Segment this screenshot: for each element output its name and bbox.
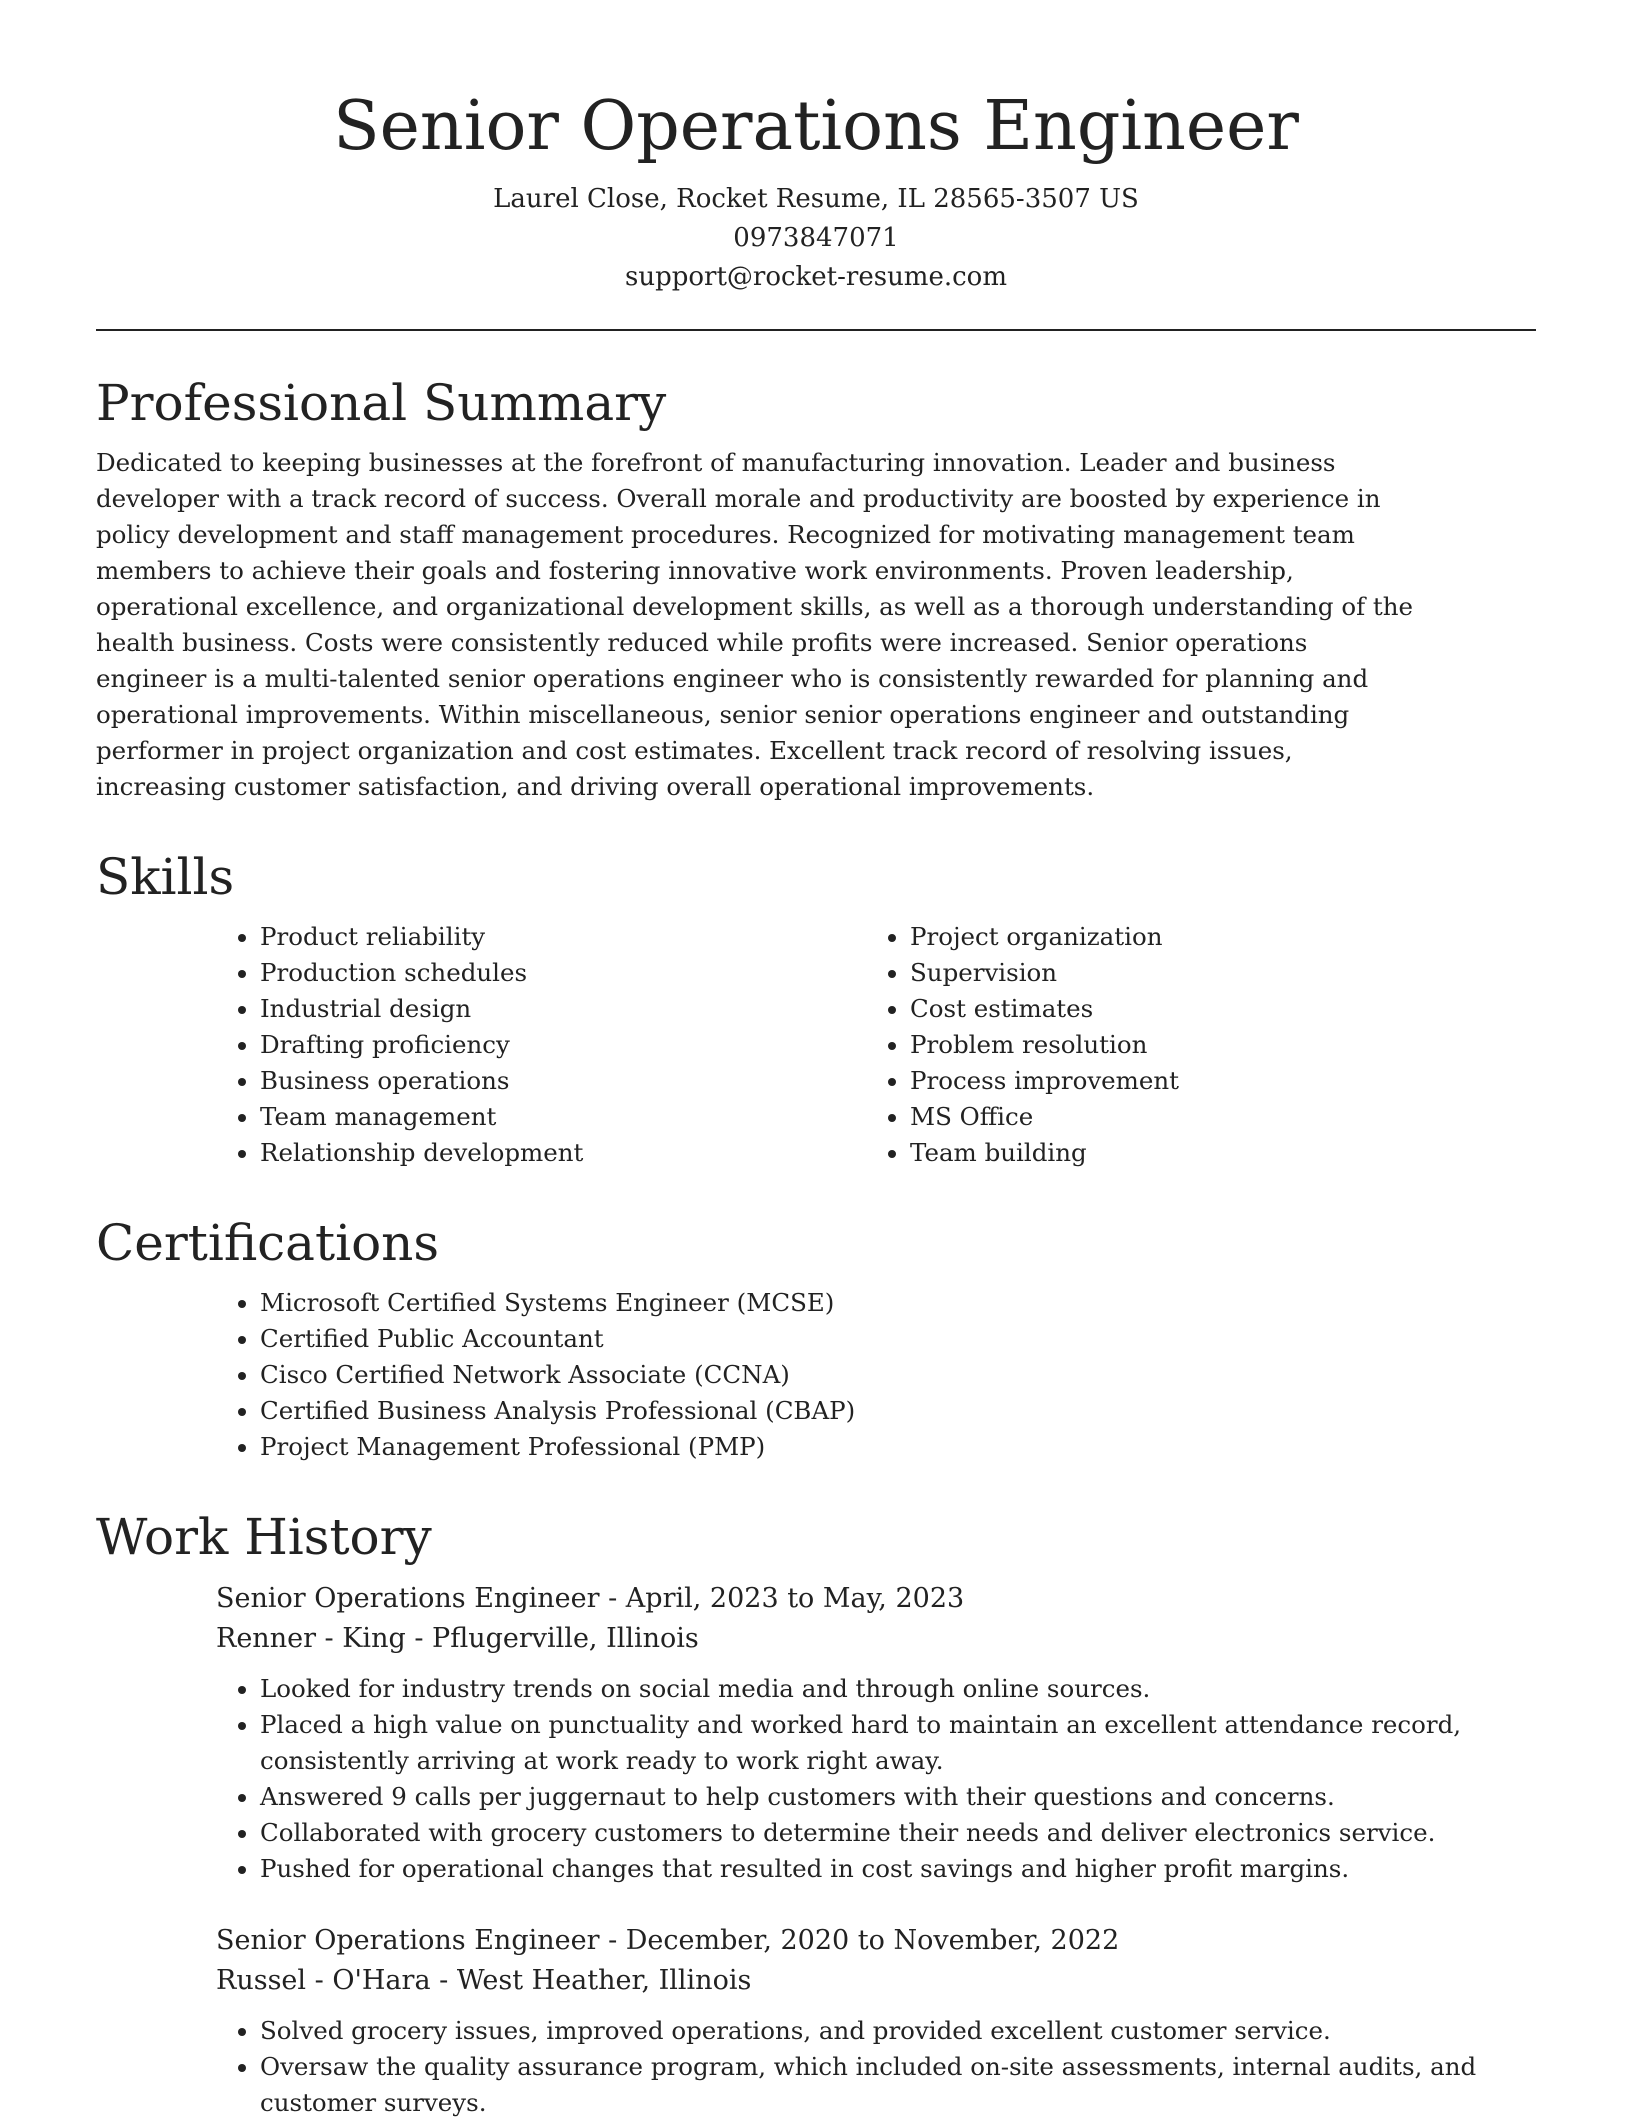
job-bullet: • Collaborated with grocery customers to determine their needs and deliver electronics service. [260, 1815, 1536, 1851]
skill-item: • Problem resolution [910, 1027, 1516, 1063]
certifications-title: Certifications [96, 1214, 440, 1272]
job-bullets [96, 2013, 1536, 2121]
skills-list-right [866, 919, 1516, 1171]
job-dates: December, 2020 to November, 2022 [625, 1925, 1120, 1956]
contact-address: Laurel Close, Rocket Resume, IL 28565-3507 US [493, 184, 1139, 214]
job-company: Russel - O'Hara [216, 1965, 431, 1996]
job-entry [216, 1579, 1536, 1887]
certification-item: • Certified Business Analysis Professional (CBAP) [260, 1393, 1536, 1429]
skill-item: • Production schedules [260, 955, 866, 991]
job-bullet: • Looked for industry trends on social media and through online sources. [260, 1671, 1536, 1707]
skill-item: • Product reliability [260, 919, 866, 955]
job-bullet: • Oversaw the quality assurance program, which included on-site assessments, internal audits, and customer surveys. [260, 2049, 1536, 2121]
contact-block [96, 180, 1536, 297]
certification-item: • Microsoft Certified Systems Engineer (MCSE) [260, 1285, 1536, 1321]
certification-item: • Certified Public Accountant [260, 1321, 1536, 1357]
contact-email: support@rocket-resume.com [624, 262, 1007, 292]
skill-item: • Supervision [910, 955, 1516, 991]
summary-text: Dedicated to keeping businesses at the forefront of manufacturing innovation. Leader and business developer with a track record of success. Overall morale and productivity are boosted by experience in policy development and staff management procedures. Recognized for motivating management team members to achieve their goals and fostering innovative work environments. Proven leadership, operational excellence, and organizational development skills, as well as a thorough understanding of the health business. Costs were consistently reduced while profits were increased. Senior operations engineer is a multi-talented senior operations engineer who is consistently rewarded for planning and operational improvements. Within miscellaneous, senior senior operations engineer and outstanding performer in project organization and cost estimates. Excellent track record of resolving issues, increasing customer satisfaction, and driving overall operational improvements. [96, 448, 1414, 801]
job-location: West Heather, Illinois [456, 1965, 752, 1996]
summary-section [96, 371, 1536, 805]
job-company-line: Renner - King - Pflugerville, Illinois [216, 1623, 699, 1654]
skill-item: • MS Office [910, 1099, 1516, 1135]
skill-item: • Cost estimates [910, 991, 1516, 1027]
job-bullet: • Pushed for operational changes that resulted in cost savings and higher profit margins. [260, 1851, 1536, 1887]
resume-header [96, 0, 1536, 297]
skill-item: • Industrial design [260, 991, 866, 1027]
skill-item: • Project organization [910, 919, 1516, 955]
job-company-line: Russel - O'Hara - West Heather, Illinois [216, 1965, 752, 1996]
resume-name: Senior Operations Engineer [333, 87, 1299, 166]
skill-item: • Process improvement [910, 1063, 1516, 1099]
certification-item: • Cisco Certified Network Associate (CCNA) [260, 1357, 1536, 1393]
job-title-line: Senior Operations Engineer - December, 2020 to November, 2022 [216, 1925, 1120, 1956]
work-history-title: Work History [96, 1508, 432, 1566]
skills-title: Skills [96, 848, 235, 906]
job-title: Senior Operations Engineer [216, 1583, 600, 1614]
job-company: Renner - King [216, 1623, 406, 1654]
skill-item: • Team management [260, 1099, 866, 1135]
skills-grid [216, 909, 1536, 1171]
job-bullet: • Solved grocery issues, improved operations, and provided excellent customer service. [260, 2013, 1536, 2049]
summary-title: Professional Summary [96, 374, 667, 432]
skill-item: • Team building [910, 1135, 1516, 1171]
skill-item: • Drafting proficiency [260, 1027, 866, 1063]
skills-section [96, 845, 1536, 1171]
job-bullet: • Answered 9 calls per juggernaut to help customers with their questions and concerns. [260, 1779, 1536, 1815]
skills-column-left [216, 909, 866, 1171]
job-bullet: • Placed a high value on punctuality and worked hard to maintain an excellent attendance record, consistently arriving at work ready to work right away. [260, 1707, 1536, 1779]
certification-item: • Project Management Professional (PMP) [260, 1429, 1536, 1465]
skills-list-left [216, 919, 866, 1171]
skill-item: • Relationship development [260, 1135, 866, 1171]
job-title-line: Senior Operations Engineer - April, 2023 to May, 2023 [216, 1583, 965, 1614]
certifications-list [216, 1285, 1536, 1465]
work-history-section [96, 1505, 1536, 2121]
job-bullets [96, 1671, 1536, 1887]
job-location: Pflugerville, Illinois [432, 1623, 699, 1654]
skills-column-right [866, 909, 1516, 1171]
header-divider [96, 329, 1536, 331]
job-dates: April, 2023 to May, 2023 [625, 1583, 965, 1614]
certifications-section [96, 1211, 1536, 1465]
job-title: Senior Operations Engineer [216, 1925, 600, 1956]
contact-phone: 0973847071 [733, 223, 899, 253]
resume-page [96, 0, 1536, 2121]
job-entry [216, 1921, 1536, 2121]
skill-item: • Business operations [260, 1063, 866, 1099]
